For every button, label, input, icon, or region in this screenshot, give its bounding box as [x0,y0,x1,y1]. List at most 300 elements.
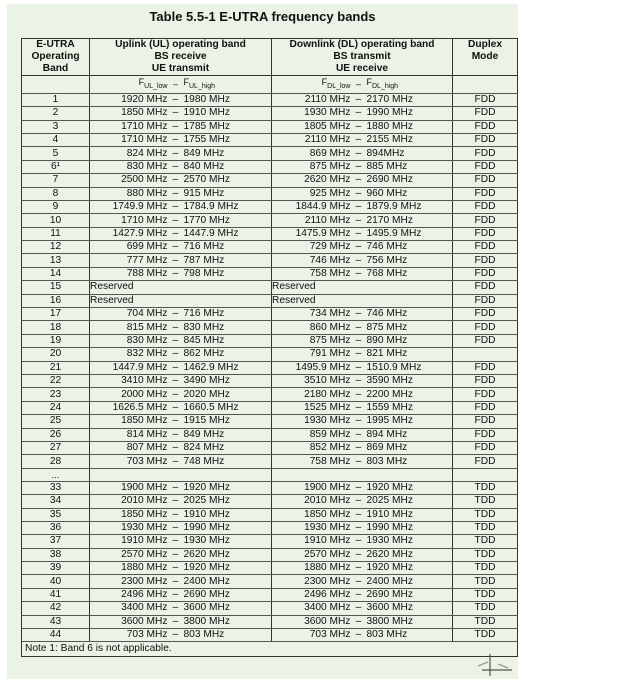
dl-dash: – [351,107,367,120]
ul-low-freq: 830 MHz [90,160,168,173]
ul-dash: – [168,508,184,521]
dl-dash: – [351,562,367,575]
ul-low-freq: 2500 MHz [90,174,168,187]
ul-dash: – [168,107,184,120]
band-row [22,227,518,240]
duplex-subheader-cell [453,76,518,94]
ul-low-freq: 815 MHz [90,321,168,334]
ul-low-freq: 3410 MHz [90,375,168,388]
dl-dash: – [351,187,367,200]
dl-high-freq: 746 MHz [367,308,453,321]
band-number: 15 [22,281,90,294]
dl-high-freq: 2025 MHz [367,495,453,508]
ul-low-freq: 807 MHz [90,441,168,454]
dl-low-freq: 1805 MHz [272,120,351,133]
duplex-mode: TDD [453,548,518,561]
band-number: 36 [22,521,90,534]
band-row [22,629,518,642]
dl-high-freq: 768 MHz [367,267,453,280]
band-row [22,401,518,414]
band-number: 25 [22,415,90,428]
downlink-header-line: Downlink (DL) operating band [289,39,435,50]
dl-high-symbol: F [366,77,372,87]
ul-dash: – [168,388,184,401]
uplink-header [90,39,272,76]
dl-low-freq: 2496 MHz [272,588,351,601]
ul-dash: – [168,241,184,254]
dl-dash: – [351,535,367,548]
band-number: 9 [22,200,90,213]
dl-low-freq: 1930 MHz [272,521,351,534]
band-row [22,308,518,321]
dl-low-freq: 1910 MHz [272,535,351,548]
band-number: 40 [22,575,90,588]
dl-high-subscript: DL_high [372,82,399,90]
band-row [22,241,518,254]
ul-dash: – [168,615,184,628]
ul-dash: – [168,441,184,454]
ul-high-freq: 862 MHz [184,348,272,361]
dl-low-freq: 1880 MHz [272,562,351,575]
note-row [22,642,518,657]
ul-low-freq: 703 MHz [90,629,168,642]
ul-low-freq: 3600 MHz [90,615,168,628]
band-number: 5 [22,147,90,160]
dl-high-freq: 1920 MHz [367,562,453,575]
ul-dash: – [168,348,184,361]
duplex-mode: FDD [453,120,518,133]
duplex-header-line: Duplex [468,39,502,50]
duplex-mode: FDD [453,254,518,267]
ellipsis-cell: ... [22,468,90,481]
band-row [22,615,518,628]
dl-dash: – [351,120,367,133]
dl-reserved: Reserved [272,281,453,294]
dl-high-freq: 1920 MHz [367,481,453,494]
band-number: 10 [22,214,90,227]
ul-high-subheader [184,76,272,94]
ul-high-freq: 1447.9 MHz [184,227,272,240]
dl-high-freq: 890 MHz [367,334,453,347]
band-number: 44 [22,629,90,642]
dl-dash: – [351,548,367,561]
band-row [22,548,518,561]
dl-high-freq: 960 MHz [367,187,453,200]
ul-low-freq: 1900 MHz [90,481,168,494]
dl-dash: – [351,401,367,414]
downlink-header-line: UE receive [335,63,389,74]
band-row [22,375,518,388]
duplex-mode: FDD [453,133,518,146]
ul-high-freq: 1462.9 MHz [184,361,272,374]
band-row [22,415,518,428]
frequency-subheader-row [22,76,518,94]
dl-low-freq: 869 MHz [272,147,351,160]
dl-high-freq: 1880 MHz [367,120,453,133]
band-number: 2 [22,107,90,120]
duplex-mode: TDD [453,575,518,588]
band-row [22,495,518,508]
ul-high-freq: 1915 MHz [184,415,272,428]
ul-low-freq: 1920 MHz [90,93,168,106]
dl-low-freq: 1930 MHz [272,415,351,428]
band-number: 42 [22,602,90,615]
ul-dash: – [168,334,184,347]
dl-high-freq: 894MHz [367,147,453,160]
band-header-line: E-UTRA [36,39,75,50]
band-row [22,147,518,160]
band-row [22,200,518,213]
ul-low-freq: 777 MHz [90,254,168,267]
ul-dash: – [168,562,184,575]
duplex-mode: FDD [453,241,518,254]
dl-dash: – [351,575,367,588]
ul-low-freq: 2496 MHz [90,588,168,601]
duplex-mode: TDD [453,508,518,521]
ul-high-freq: 2690 MHz [184,588,272,601]
ul-dash: – [168,521,184,534]
dl-low-freq: 875 MHz [272,160,351,173]
dl-high-freq: 1559 MHz [367,401,453,414]
band-row [22,428,518,441]
ul-dash: – [168,361,184,374]
dl-dash: – [351,200,367,213]
ul-low-freq: 1447.9 MHz [90,361,168,374]
dl-dash: – [351,348,367,361]
band-number: 13 [22,254,90,267]
dl-dash: – [351,588,367,601]
band-number: 1 [22,93,90,106]
ul-high-freq: 1990 MHz [184,521,272,534]
dl-low-freq: 1900 MHz [272,481,351,494]
band-row [22,575,518,588]
dl-dash: – [351,254,367,267]
dl-low-freq: 3600 MHz [272,615,351,628]
ul-high-freq: 830 MHz [184,321,272,334]
duplex-mode: TDD [453,562,518,575]
dl-high-freq: 803 MHz [367,455,453,468]
dl-low-freq: 3400 MHz [272,602,351,615]
ul-high-freq: 3800 MHz [184,615,272,628]
dl-high-freq: 756 MHz [367,254,453,267]
dl-high-freq: 2690 MHz [367,588,453,601]
band-number: 7 [22,174,90,187]
duplex-header-line: Mode [471,51,499,62]
duplex-mode: TDD [453,615,518,628]
ul-low-freq: 699 MHz [90,241,168,254]
ul-dash: – [168,267,184,280]
ul-low-freq: 1850 MHz [90,107,168,120]
ul-dash: – [168,321,184,334]
ul-high-freq: 2620 MHz [184,548,272,561]
ul-dash: – [168,187,184,200]
duplex-mode: FDD [453,308,518,321]
dl-low-freq: 1475.9 MHz [272,227,351,240]
dl-low-symbol: F [321,77,328,87]
dl-low-freq: 2570 MHz [272,548,351,561]
ul-low-freq: 1930 MHz [90,521,168,534]
duplex-mode: TDD [453,535,518,548]
dl-high-freq: 746 MHz [367,241,453,254]
band-row [22,321,518,334]
dl-high-freq: 1510.9 MHz [367,361,453,374]
dl-dash: – [351,508,367,521]
ul-dash: – [168,214,184,227]
dl-low-freq: 859 MHz [272,428,351,441]
downlink-header-line: BS transmit [333,51,391,62]
dl-low-freq: 729 MHz [272,241,351,254]
ul-high-freq: 845 MHz [184,334,272,347]
duplex-header [453,39,518,76]
band-number: 4 [22,133,90,146]
ul-high-freq: 1980 MHz [184,93,272,106]
ul-low-freq: 2570 MHz [90,548,168,561]
duplex-mode: FDD [453,160,518,173]
dl-high-freq: 2200 MHz [367,388,453,401]
band-number: 19 [22,334,90,347]
dl-high-freq: 2170 MHz [367,214,453,227]
band-row [22,361,518,374]
ul-low-freq: 704 MHz [90,308,168,321]
duplex-mode: FDD [453,388,518,401]
ul-dash: – [168,548,184,561]
band-number: 17 [22,308,90,321]
band-number: 26 [22,428,90,441]
band-row [22,468,518,481]
ul-low-freq: 703 MHz [90,455,168,468]
ul-high-freq: 1660.5 MHz [184,401,272,414]
dl-high-freq: 1990 MHz [367,521,453,534]
empty-cell [453,468,518,481]
uplink-header-line: BS receive [154,51,207,62]
dl-low-freq: 2110 MHz [272,93,351,106]
dl-high-freq: 821 MHz [367,348,453,361]
dl-low-freq: 758 MHz [272,267,351,280]
duplex-mode: TDD [453,521,518,534]
dl-dash: – [351,455,367,468]
dl-high-freq: 3590 MHz [367,375,453,388]
ul-low-freq: 1880 MHz [90,562,168,575]
band-row [22,120,518,133]
dl-dash: – [351,308,367,321]
ul-dash: – [168,415,184,428]
ul-low-freq: 1710 MHz [90,133,168,146]
ul-dash: – [168,629,184,642]
band-number: 39 [22,562,90,575]
dl-dash: – [351,629,367,642]
ul-dash: – [168,401,184,414]
band-number: 43 [22,615,90,628]
downlink-header [272,39,453,76]
dl-dash: – [351,602,367,615]
ul-low-freq: 880 MHz [90,187,168,200]
dl-dash: – [351,428,367,441]
dl-high-freq: 1990 MHz [367,107,453,120]
dl-high-freq: 2690 MHz [367,174,453,187]
ul-low-freq: 1850 MHz [90,508,168,521]
band-number: 34 [22,495,90,508]
ul-low-freq: 824 MHz [90,147,168,160]
dl-dash: – [351,615,367,628]
dl-high-freq: 1995 MHz [367,415,453,428]
ul-high-subscript: UL_high [189,82,216,90]
band-number: 28 [22,455,90,468]
duplex-mode: FDD [453,214,518,227]
band-row [22,535,518,548]
ul-high-freq: 1784.9 MHz [184,200,272,213]
ul-low-freq: 2000 MHz [90,388,168,401]
band-row [22,388,518,401]
ul-dash: – [168,535,184,548]
ul-high-freq: 2020 MHz [184,388,272,401]
band-row [22,481,518,494]
band-row [22,267,518,280]
band-row [22,214,518,227]
band-row [22,294,518,307]
dl-dash: – [351,321,367,334]
band-subheader-cell [22,76,90,94]
duplex-mode: TDD [453,629,518,642]
duplex-mode: FDD [453,187,518,200]
dl-low-freq: 860 MHz [272,321,351,334]
duplex-mode: FDD [453,415,518,428]
band-number: 21 [22,361,90,374]
ul-low-freq: 1710 MHz [90,214,168,227]
dl-dash: – [351,415,367,428]
band-number: 14 [22,267,90,280]
dl-dash: – [351,241,367,254]
ul-high-freq: 3600 MHz [184,602,272,615]
ul-high-freq: 1920 MHz [184,562,272,575]
ul-dash: – [168,174,184,187]
ul-high-freq: 803 MHz [184,629,272,642]
dl-dash: – [351,334,367,347]
duplex-mode: FDD [453,267,518,280]
dl-low-freq: 746 MHz [272,254,351,267]
ul-high-freq: 716 MHz [184,308,272,321]
dl-high-freq: 803 MHz [367,629,453,642]
ul-low-freq: 1626.5 MHz [90,401,168,414]
band-number: 16 [22,294,90,307]
ul-high-freq: 2025 MHz [184,495,272,508]
duplex-mode: TDD [453,588,518,601]
frequency-bands-table [21,38,518,657]
dl-low-subscript: DL_low [327,82,351,90]
duplex-mode: FDD [453,107,518,120]
dl-low-freq: 758 MHz [272,455,351,468]
dl-high-freq: 2400 MHz [367,575,453,588]
dl-dash: – [351,214,367,227]
dl-high-freq: 869 MHz [367,441,453,454]
dl-high-freq: 3600 MHz [367,602,453,615]
band-row [22,562,518,575]
band-row [22,508,518,521]
duplex-mode: FDD [453,281,518,294]
dl-low-freq: 2620 MHz [272,174,351,187]
ul-low-freq: 814 MHz [90,428,168,441]
dl-dash: – [351,147,367,160]
ul-dash: – [168,93,184,106]
dl-low-freq: 852 MHz [272,441,351,454]
ul-high-freq: 849 MHz [184,428,272,441]
band-number: 6¹ [22,160,90,173]
ul-high-freq: 1770 MHz [184,214,272,227]
duplex-mode: FDD [453,455,518,468]
duplex-mode: TDD [453,495,518,508]
band-header-line: Band [42,63,69,74]
ul-dash: – [168,308,184,321]
ul-dash: – [168,375,184,388]
duplex-mode [453,348,518,361]
ul-high-freq: 2570 MHz [184,174,272,187]
dl-dash: – [351,133,367,146]
duplex-mode: FDD [453,428,518,441]
band-header-line: Operating [31,51,80,62]
duplex-mode: TDD [453,481,518,494]
ul-dash: – [168,455,184,468]
band-number: 33 [22,481,90,494]
ul-reserved: Reserved [90,281,272,294]
duplex-mode: FDD [453,401,518,414]
band-row [22,133,518,146]
band-number: 35 [22,508,90,521]
ul-high-freq: 748 MHz [184,455,272,468]
duplex-mode: FDD [453,375,518,388]
duplex-mode: FDD [453,321,518,334]
ul-high-freq: 1785 MHz [184,120,272,133]
ul-low-freq: 1427.9 MHz [90,227,168,240]
dl-low-freq: 1930 MHz [272,107,351,120]
dl-low-freq: 1850 MHz [272,508,351,521]
ul-low-symbol: F [138,77,145,87]
ul-high-freq: 2400 MHz [184,575,272,588]
duplex-mode: FDD [453,361,518,374]
duplex-mode: FDD [453,174,518,187]
ul-high-freq: 1930 MHz [184,535,272,548]
duplex-mode: FDD [453,334,518,347]
ul-high-freq: 840 MHz [184,160,272,173]
header-row [22,39,518,76]
dl-dash: – [351,160,367,173]
band-number: 12 [22,241,90,254]
ul-high-freq: 824 MHz [184,441,272,454]
dl-high-freq: 885 MHz [367,160,453,173]
duplex-mode: FDD [453,93,518,106]
ul-low-subscript: UL_low [144,82,168,90]
ul-low-freq: 1749.9 MHz [90,200,168,213]
dl-high-freq: 875 MHz [367,321,453,334]
band-number: 23 [22,388,90,401]
ul-high-freq: 849 MHz [184,147,272,160]
dl-low-freq: 875 MHz [272,334,351,347]
uplink-header-line: UE transmit [151,63,210,74]
ul-dash: – [168,147,184,160]
table-note: Note 1: Band 6 is not applicable. [22,642,518,657]
band-row [22,334,518,347]
dl-dash: – [351,375,367,388]
resize-grip-icon[interactable] [478,646,516,678]
ul-high-freq: 716 MHz [184,241,272,254]
dl-low-freq: 791 MHz [272,348,351,361]
band-number: 20 [22,348,90,361]
band-number: 8 [22,187,90,200]
ul-dash: – [168,495,184,508]
duplex-mode: FDD [453,441,518,454]
ul-dash: – [168,254,184,267]
band-row [22,107,518,120]
dl-subheader-dash: – [351,76,367,94]
dl-high-subheader [367,76,453,94]
